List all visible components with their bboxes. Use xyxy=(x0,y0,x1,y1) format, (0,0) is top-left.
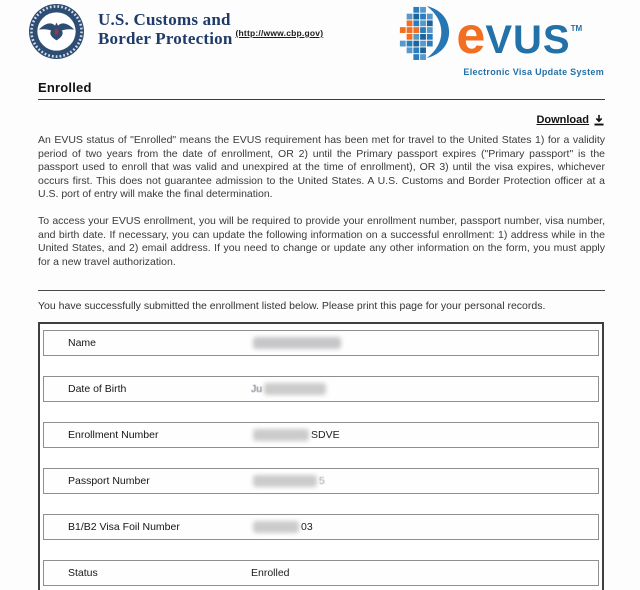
row-value xyxy=(251,337,343,349)
redacted-value xyxy=(264,383,326,395)
evus-tagline: Electronic Visa Update System xyxy=(463,67,604,77)
download-link-label: Download xyxy=(536,114,589,126)
redacted-value xyxy=(253,475,317,487)
row-label: Name xyxy=(68,337,97,350)
page-title: Enrolled xyxy=(38,80,605,100)
enrollment-table xyxy=(38,322,604,590)
value-fragment: 03 xyxy=(301,521,313,534)
row-label: B1/B2 Visa Foil Number xyxy=(68,521,180,534)
row-value xyxy=(251,475,325,487)
evus-wordmark xyxy=(456,3,604,77)
table-row-name xyxy=(43,330,599,356)
evus-wordmark-e: e xyxy=(456,7,486,65)
access-instructions-paragraph: To access your EVUS enrollment, you will be required to provide your enrollment number, passport number, visa number, and birth date. If necessary, you can update the following information on a successful enrollment: 1) address while in the United States, and 2) email address. If you need to change or update any other information on the form, you must apply for a new travel authorization. xyxy=(38,214,605,268)
dhs-seal-icon xyxy=(28,3,85,60)
table-row-status xyxy=(43,560,599,586)
row-value xyxy=(251,383,328,395)
redacted-value xyxy=(253,337,341,349)
row-value xyxy=(251,521,313,533)
agency-title-line2: Border Protection xyxy=(98,29,233,48)
redacted-value xyxy=(253,521,299,533)
agency-title-line1: U.S. Customs and xyxy=(98,10,231,29)
download-icon xyxy=(593,114,605,126)
cbp-website-link[interactable]: (http://www.cbp.gov) xyxy=(235,28,324,38)
row-label: Date of Birth xyxy=(68,383,127,396)
page-content xyxy=(0,80,640,590)
success-message: You have successfully submitted the enrollment listed below. Please print this page for your personal records. xyxy=(38,300,546,313)
evus-wordmark-vus: VUS xyxy=(485,18,571,62)
section-divider xyxy=(38,290,605,291)
row-label: Passport Number xyxy=(68,475,150,488)
table-row-passport-number xyxy=(43,468,599,494)
row-value xyxy=(251,429,340,441)
table-row-date-of-birth xyxy=(43,376,599,402)
row-value xyxy=(251,567,290,579)
value-fragment: Ju xyxy=(251,383,263,396)
agency-branding xyxy=(28,3,324,60)
redacted-value xyxy=(253,429,309,441)
table-row-enrollment-number xyxy=(43,422,599,448)
row-label: Enrollment Number xyxy=(68,429,159,442)
agency-title xyxy=(98,10,324,48)
download-link[interactable] xyxy=(536,114,605,126)
status-explanation-paragraph: An EVUS status of "Enrolled" means the EVUS requirement has been met for travel to the United States 1) for a validity period of two years from the date of enrollment, OR 2) until the Primary passport expires ("Primary passport" is the passport used to enroll that was valid and unexpired at the time of enrollment), OR 3) until the visa expires, whichever occurs first. This does not guarantee admission to the United States. A U.S. Customs and Border Protection officer at a U.S. port of entry will make the final determination. xyxy=(38,134,605,201)
evus-logo xyxy=(397,3,604,77)
status-value: Enrolled xyxy=(251,567,290,580)
row-label: Status xyxy=(68,567,98,580)
evus-globe-icon xyxy=(397,3,451,61)
evus-trademark: TM xyxy=(570,24,583,33)
download-row xyxy=(38,110,605,124)
value-fragment: SDVE xyxy=(311,429,340,442)
table-row-visa-foil-number xyxy=(43,514,599,540)
page-header xyxy=(0,0,640,77)
value-fragment: 5 xyxy=(319,475,325,488)
